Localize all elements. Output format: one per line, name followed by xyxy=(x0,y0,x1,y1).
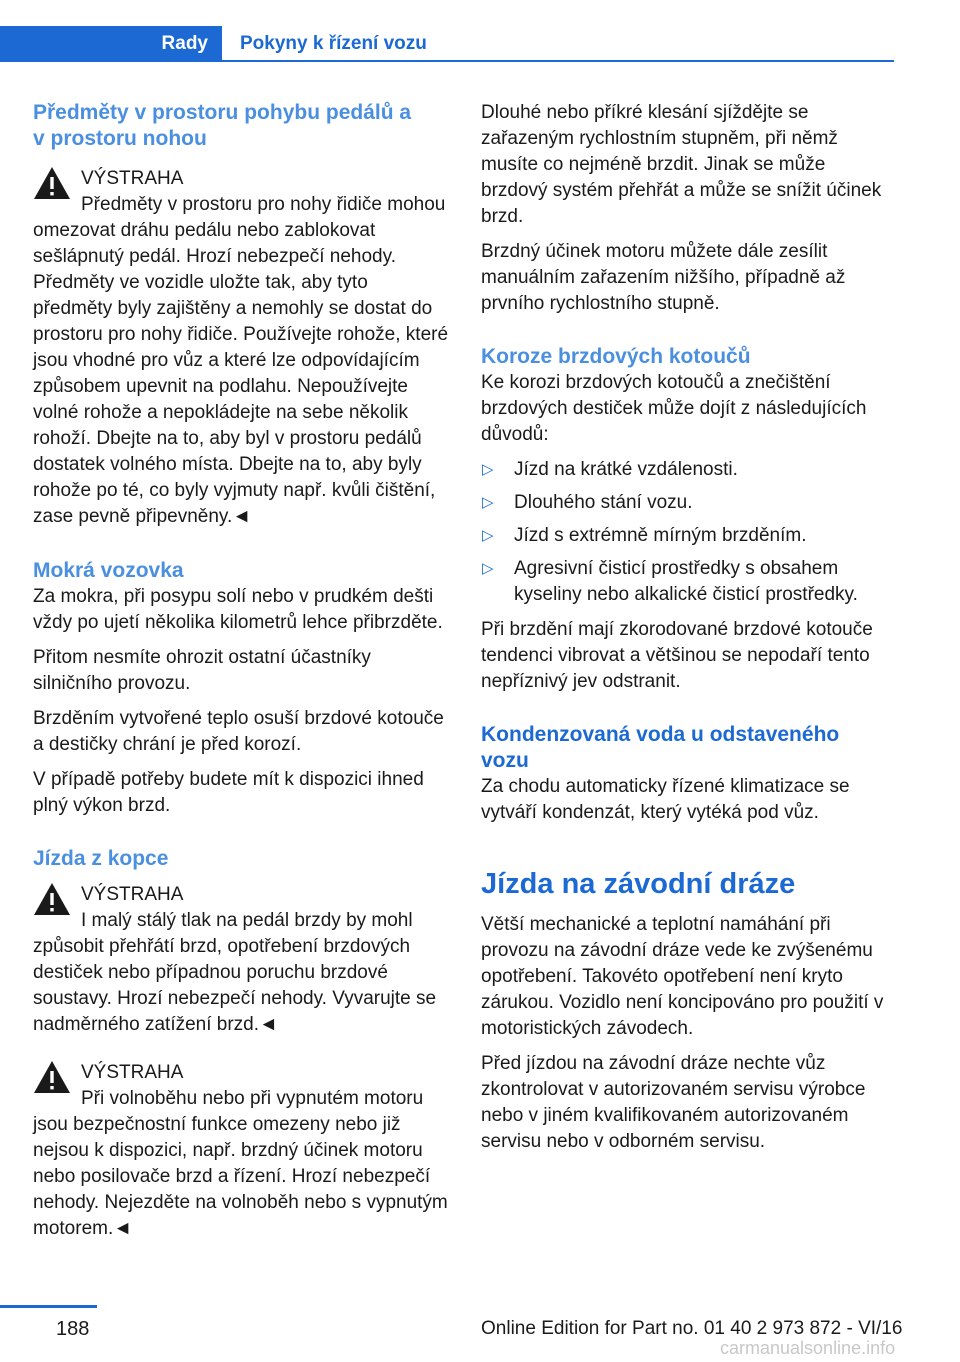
paragraph: Ke korozi brzdových kotoučů a znečištění brzdových destiček může dojít z následujících důvodů: xyxy=(481,372,867,445)
chapter-title-race-track: Jízda na závodní dráze xyxy=(481,868,796,900)
paragraph: Za mokra, při posypu solí nebo v prudkém dešti vždy po ujetí několika kilometrů lehce přibrzděte. xyxy=(33,586,443,633)
section-title-line-2: v prostoru nohou xyxy=(33,127,207,150)
list-item-text: Dlouhého stání vozu. xyxy=(514,492,693,513)
section-title-line-1: Kondenzovaná voda u odstaveného xyxy=(481,723,840,746)
warning-label: VÝSTRAHA xyxy=(81,884,184,905)
triangle-right-icon: ▷ xyxy=(482,461,494,478)
warning-triangle-icon xyxy=(33,166,71,200)
warning-block-brake-pressure xyxy=(33,882,449,1038)
warning-triangle-icon xyxy=(33,1060,71,1094)
watermark: carmanualsonline.info xyxy=(720,1338,896,1358)
section-title-brake-corrosion: Koroze brzdových kotoučů xyxy=(481,345,751,368)
list-item xyxy=(481,490,897,516)
list-item-text: Jízd na krátké vzdálenosti. xyxy=(514,459,738,480)
warning-block-pedal-space xyxy=(33,166,449,530)
triangle-right-icon: ▷ xyxy=(482,494,494,511)
warning-label: VÝSTRAHA xyxy=(81,168,184,189)
paragraph: Větší mechanické a teplotní namáhání při provozu na závodní dráze vede ke zvýšenému opotřebení. Takovéto opotřebení není kryto zárukou. Vozidlo není koncipováno pro použití v motoristických závodech. xyxy=(481,914,884,1039)
section-title-wet-road: Mokrá vozovka xyxy=(33,559,184,582)
paragraph: Brzděním vytvořené teplo osuší brzdové kotouče a destičky chrání je před korozí. xyxy=(33,708,444,755)
edition-note: Online Edition for Part no. 01 40 2 973 872 - VI/16 xyxy=(481,1318,903,1339)
paragraph: V případě potřeby budete mít k dispozici ihned plný výkon brzd. xyxy=(33,769,424,816)
list-item xyxy=(481,457,897,483)
warning-text: Předměty v prostoru pro nohy řidiče mohou omezovat dráhu pedálu nebo zablokovat sešlápnutý pedál. Hrozí nebezpečí nehody. Předměty ve vozidle uložte tak, aby tyto předměty byly zajištěny a nemohly se dostat do prostoru pro nohy řidiče. Používejte rohože, které jsou vhodné pro vůz a které lze odpovídajícím způsobem upevnit na podlahu. Nepoužívejte volné rohože a nepokládejte na sebe několik rohoží. Dbejte na to, aby byl v prostoru pedálů dostatek volného místa. Dbejte na to, aby byly rohože po té, co byly vyjmuty např. kvůli čištění, zase pevně připevněny.◄ xyxy=(33,194,449,527)
corrosion-causes-list xyxy=(481,457,897,608)
left-column xyxy=(33,100,449,1252)
paragraph: Brzdný účinek motoru můžete dále zesílit manuálním zařazením nižšího, případně až prvního rychlostního stupně. xyxy=(481,241,846,314)
paragraph: Při brzdění mají zkorodované brzdové kotouče tendenci vibrovat a většinou se nepodaří tento nepříznivý jev odstranit. xyxy=(481,619,873,692)
right-column xyxy=(481,100,897,1164)
list-item xyxy=(481,523,897,549)
page-header xyxy=(0,0,960,62)
header-rule xyxy=(222,60,894,62)
section-title-line-1: Předměty v prostoru pohybu pedálů a xyxy=(33,101,412,124)
list-item-text: Jízd s extrémně mírným brzděním. xyxy=(514,525,807,546)
section-title-line-2: vozu xyxy=(481,749,529,772)
header-section-tab: Rady xyxy=(0,26,222,62)
page-number: 188 xyxy=(56,1318,90,1340)
paragraph: Před jízdou na závodní dráze nechte vůz zkontrolovat v autorizovaném servisu výrobce nebo v jiném kvalifikovaném autorizovaném servisu nebo v odborném servisu. xyxy=(481,1053,866,1152)
triangle-right-icon: ▷ xyxy=(482,527,494,544)
paragraph: Přitom nesmíte ohrozit ostatní účastníky silničního provozu. xyxy=(33,647,371,694)
section-title-condensation xyxy=(481,722,897,774)
warning-triangle-icon xyxy=(33,882,71,916)
header-chapter-title: Pokyny k řízení vozu xyxy=(240,33,427,54)
section-title-downhill: Jízda z kopce xyxy=(33,847,169,870)
triangle-right-icon: ▷ xyxy=(482,560,494,577)
footer-rule xyxy=(0,1305,97,1308)
warning-text: I malý stálý tlak na pedál brzdy by mohl způsobit přehřátí brzd, opotřebení brzdových destiček nebo případnou poruchu brzdové soustavy. Hrozí nebezpečí nehody. Vyvarujte se nadměrného zatížení brzd.◄ xyxy=(33,910,437,1035)
paragraph: Dlouhé nebo příkré klesání sjíždějte se zařazeným rychlostním stupněm, při němž musíte co nejméně brzdit. Jinak se může brzdový systém přehřát a může se snížit účinek brzd. xyxy=(481,102,882,227)
paragraph: Za chodu automaticky řízené klimatizace se vytváří kondenzát, který vytéká pod vůz. xyxy=(481,776,850,823)
warning-label: VÝSTRAHA xyxy=(81,1062,184,1083)
list-item-text: Agresivní čisticí prostředky s obsahem kyseliny nebo alkalické čisticí prostředky. xyxy=(514,558,858,605)
list-item xyxy=(481,556,897,608)
warning-block-coasting xyxy=(33,1060,449,1242)
section-title-pedal-space xyxy=(33,100,449,152)
warning-text: Při volnoběhu nebo při vypnutém motoru jsou bezpečnostní funkce omezeny nebo již nejsou k dispozici, např. brzdný účinek motoru nebo posilovače brzd a řízení. Hrozí nebezpečí nehody. Nejezděte na volnoběh nebo s vypnutým motorem.◄ xyxy=(33,1088,448,1239)
